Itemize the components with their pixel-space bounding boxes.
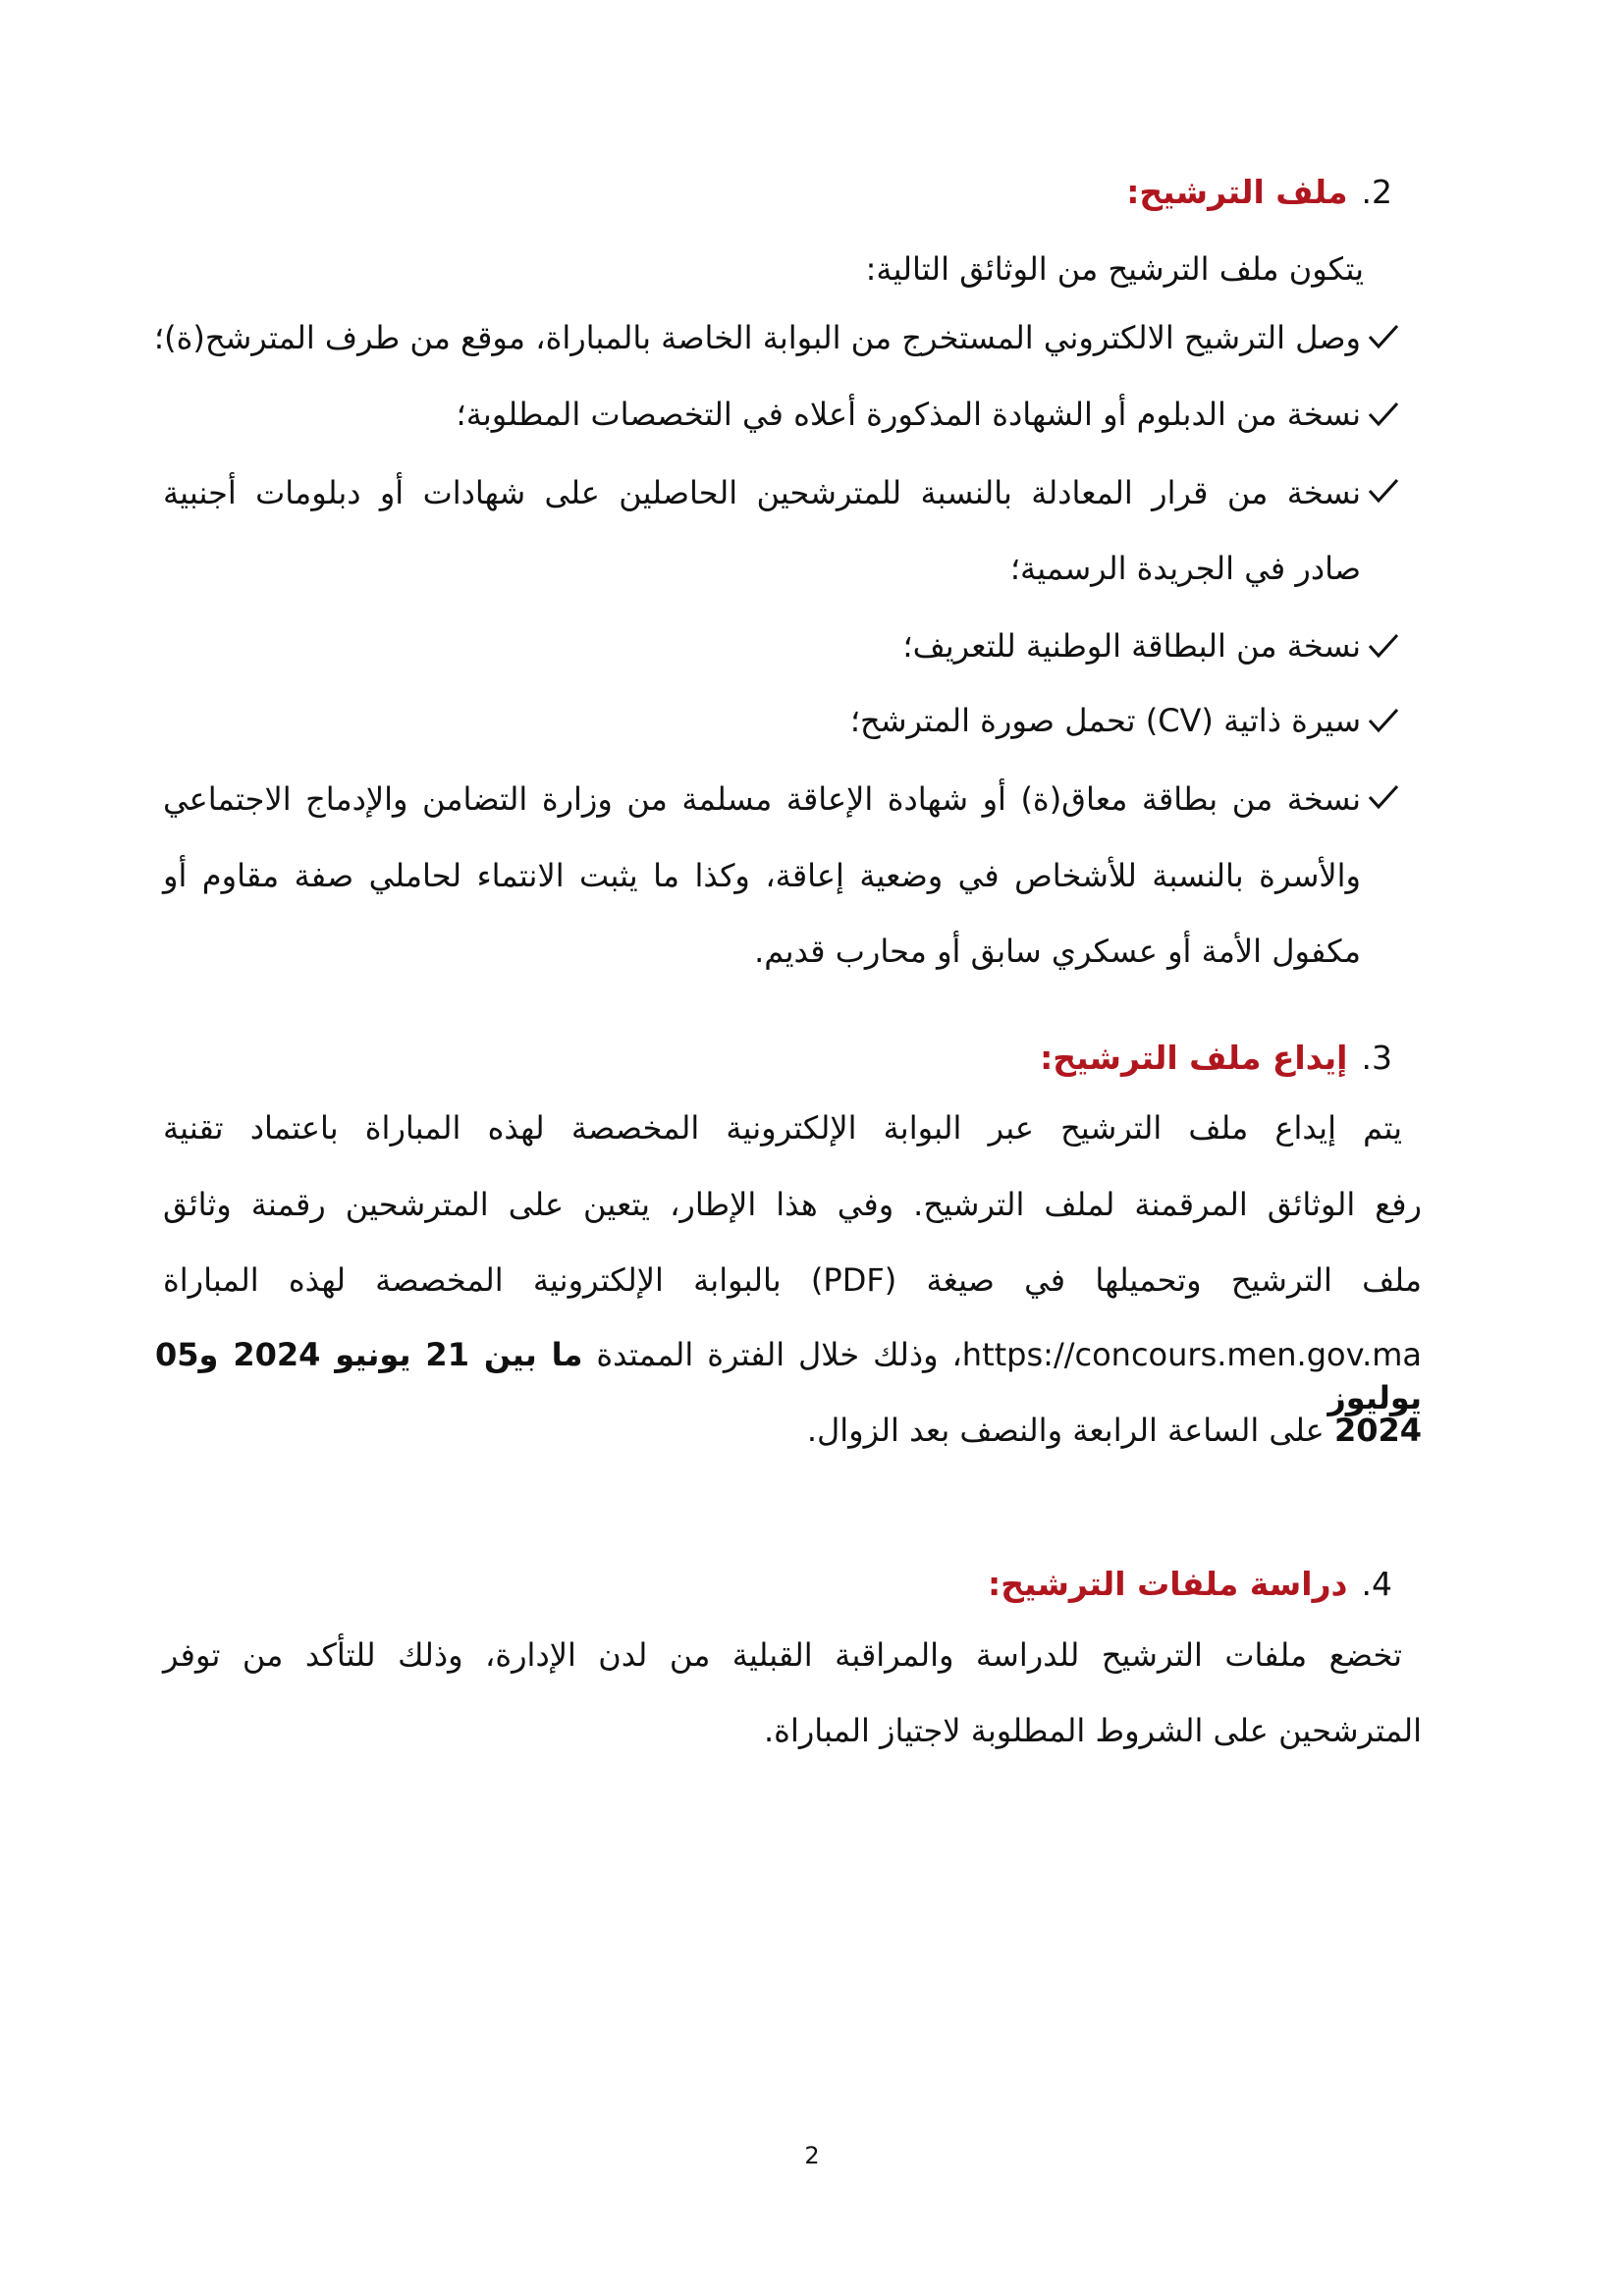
checkmark-icon xyxy=(1367,704,1400,737)
checkmark-icon xyxy=(1367,780,1400,814)
section-3-title: إيداع ملف الترشيح: xyxy=(1040,1039,1348,1077)
year: 2024 xyxy=(1333,1412,1422,1449)
checkmark-icon xyxy=(1367,629,1400,663)
portal-url: https://concours.men.gov.ma xyxy=(961,1336,1423,1373)
section-2-number: 2. xyxy=(1361,173,1392,211)
list-item-line: صادر في الجريدة الرسمية؛ xyxy=(1009,550,1361,587)
paragraph-line: المترشحين على الشروط المطلوبة لاجتياز المباراة. xyxy=(764,1712,1422,1749)
list-item-line: نسخة من قرار المعادلة بالنسبة للمترشحين الحاصلين على شهادات أو دبلومات أجنبية xyxy=(163,474,1361,511)
list-item-line: سيرة ذاتية (CV) تحمل صورة المترشح؛ xyxy=(849,702,1361,739)
section-4-number: 4. xyxy=(1361,1565,1392,1603)
list-item-line: نسخة من الدبلوم أو الشهادة المذكورة أعلاه في التخصصات المطلوبة؛ xyxy=(456,396,1361,433)
checkmark-icon xyxy=(1367,474,1400,507)
list-item-line: مكفول الأمة أو عسكري سابق أو محارب قديم. xyxy=(754,933,1361,970)
section-4-title: دراسة ملفات الترشيح: xyxy=(988,1565,1348,1603)
paragraph-line: يتم إيداع ملف الترشيح عبر البوابة الإلكترونية المخصصة لهذه المباراة باعتماد تقنية xyxy=(163,1109,1402,1147)
paragraph-line: رفع الوثائق المرقمنة لملف الترشيح. وفي هذا الإطار، يتعين على المترشحين رقمنة وثائق xyxy=(163,1186,1422,1223)
section-3-heading xyxy=(1040,1039,1392,1077)
list-item-line: والأسرة بالنسبة للأشخاص في وضعية إعاقة، وكذا ما يثبت الانتماء لحاملي صفة مقاوم أو xyxy=(163,857,1361,894)
date-range: ما بين 21 يونيو 2024 و05 يوليوز xyxy=(155,1336,1422,1416)
page-number: 2 xyxy=(804,2142,820,2169)
paragraph-line-deadline xyxy=(807,1409,1422,1452)
section-4-heading xyxy=(988,1565,1392,1603)
checkmark-icon xyxy=(1367,320,1400,353)
paragraph-line: ملف الترشيح وتحميلها في صيغة (PDF) بالبوابة الإلكترونية المخصصة لهذه المباراة xyxy=(163,1261,1423,1299)
section-3-number: 3. xyxy=(1361,1039,1392,1077)
list-item-line: نسخة من بطاقة معاق(ة) أو شهادة الإعاقة مسلمة من وزارة التضامن والإدماج الاجتماعي xyxy=(163,780,1361,818)
list-item-line: نسخة من البطاقة الوطنية للتعريف؛ xyxy=(902,627,1361,665)
list-item-line: وصل الترشيح الالكتروني المستخرج من البوابة الخاصة بالمباراة، موقع من طرف المترشح(ة)؛ xyxy=(153,319,1361,356)
paragraph-line-dates xyxy=(155,1333,1422,1419)
section-2-intro: يتكون ملف الترشيح من الوثائق التالية: xyxy=(865,250,1364,288)
paragraph-line: تخضع ملفات الترشيح للدراسة والمراقبة القبلية من لدن الإدارة، وذلك للتأكد من توفر xyxy=(163,1636,1402,1674)
section-2-heading xyxy=(1126,173,1392,211)
checkmark-icon xyxy=(1367,398,1400,431)
section-2-title: ملف الترشيح: xyxy=(1126,173,1348,211)
paragraph-text: ، وذلك خلال الفترة الممتدة xyxy=(596,1336,962,1373)
paragraph-text: على الساعة الرابعة والنصف بعد الزوال. xyxy=(806,1412,1325,1449)
